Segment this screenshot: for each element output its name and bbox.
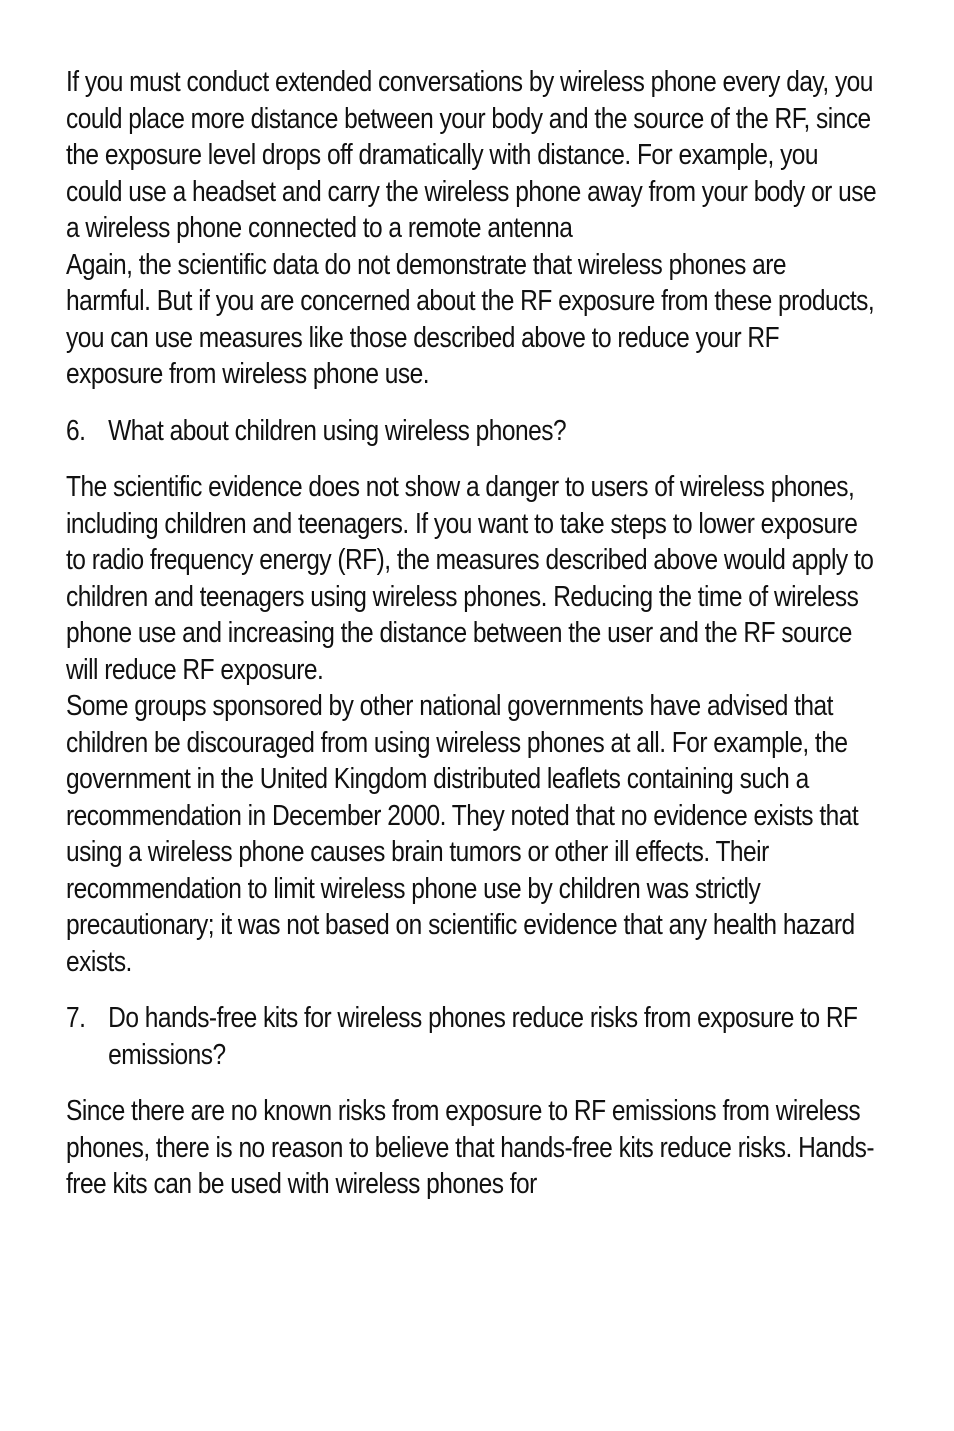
paragraph-children-evidence: The scientific evidence does not show a danger to users of wireless phones, including children and teenagers. If you want to take steps to lower exposure to radio frequency energy (RF), the measures described above would apply to children and teenagers using wireless phones. Reducing the time of wireless phone use and increasing the distance between the user and the RF source will reduce RF exposure.: [66, 471, 874, 686]
page-content: [66, 64, 876, 1203]
paragraph-hands-free-kits: Since there are no known risks from exposure to RF emissions from wireless phones, there is no reason to believe that hands-free kits reduce risks. Hands-free kits can be used with wireless phones for: [66, 1095, 875, 1200]
question-7: [66, 1000, 876, 1073]
question-6: [66, 413, 876, 450]
question-text: Do hands-free kits for wireless phones reduce risks from exposure to RF emissions?: [108, 1002, 858, 1071]
paragraph-other-governments: Some groups sponsored by other national governments have advised that children be discouraged from using wireless phones at all. For example, the government in the United Kingdom distributed leaflets containing such a recommendation in December 2000. They noted that no evidence exists that using a wireless phone causes brain tumors or other ill effects. Their recommendation to limit wireless phone use by children was strictly precautionary; it was not based on scientific evidence that any health hazard exists.: [66, 690, 859, 978]
question-text: What about children using wireless phones?: [108, 414, 567, 447]
question-number: 7.: [66, 1002, 86, 1034]
question-number: 6.: [66, 414, 86, 447]
paragraph-extended-conversations: If you must conduct extended conversations by wireless phone every day, you could place more distance between your body and the source of the RF, since the exposure level drops off dramatically with distance. For example, you could use a headset and carry the wireless phone away from your body or use a wireless phone connected to a remote antenna: [66, 66, 877, 244]
paragraph-scientific-data: Again, the scientific data do not demonstrate that wireless phones are harmful. But if you are concerned about the RF exposure from these products, you can use measures like those described above to reduce your RF exposure from wireless phone use.: [66, 248, 875, 390]
